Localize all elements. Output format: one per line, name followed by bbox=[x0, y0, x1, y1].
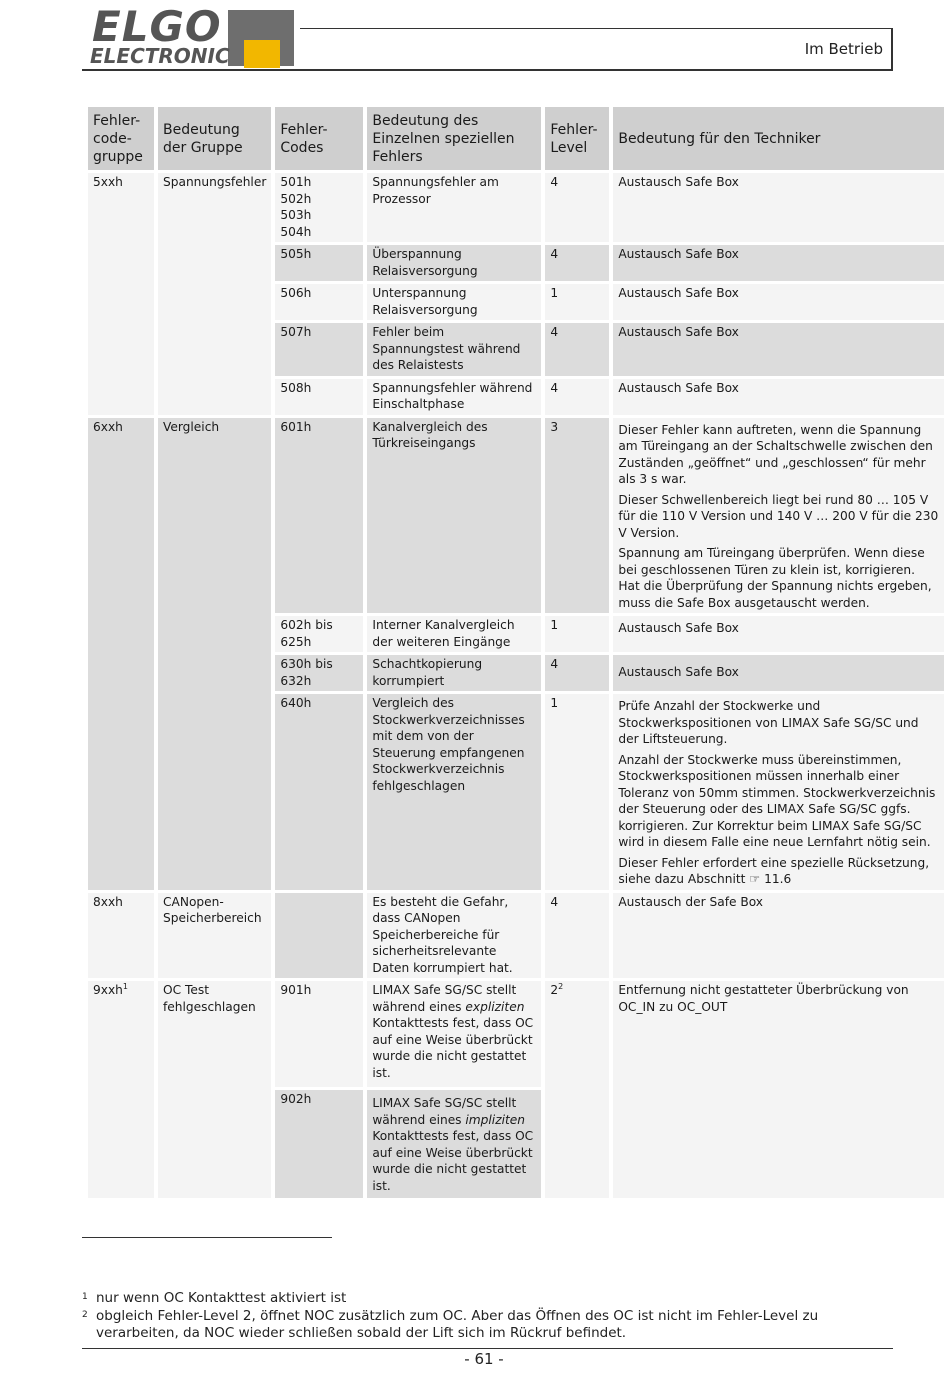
technician-paragraph: Anzahl der Stockwerke muss übereinstimmen, Stockwerkspositionen müssen innerhalb einer Toleranz von 50mm stimmen. Stockwerkverzeichnis der Steuerung oder des LIMAX Safe SG/SC ggfs. korrigieren. Zur Korrektur beim LIMAX Safe SG/SC wird in diesem Falle eine neue Lernfahrt nötig sein. bbox=[618, 752, 936, 849]
error-level: 1 bbox=[545, 616, 609, 652]
header-error-group: Fehler-code-gruppe bbox=[88, 107, 154, 170]
footnote-ref: 1 bbox=[122, 981, 128, 991]
error-description: Unterspannung Relaisversorgung bbox=[367, 284, 541, 320]
error-codes: 506h bbox=[275, 284, 363, 320]
error-code: 602h bis bbox=[280, 618, 333, 632]
error-code: 503h bbox=[280, 208, 312, 222]
page-number: - 61 - bbox=[464, 1350, 504, 1368]
error-codes: 640h bbox=[275, 694, 363, 890]
technician-paragraph: Dieser Schwellenbereich liegt bei rund 80 … 105 V für die 110 V Version und 140 V … 200 V für die 230 V Version. bbox=[618, 492, 939, 540]
error-description: Es besteht die Gefahr, dass CANopen Speicherbereiche für sicherheitsrelevante Daten korrumpiert hat. bbox=[367, 893, 541, 979]
error-level: 4 bbox=[545, 245, 609, 281]
footnote bbox=[82, 1308, 902, 1342]
footnote-ref: 2 bbox=[558, 981, 564, 991]
error-codes: 601h bbox=[275, 418, 363, 614]
footer-rule bbox=[82, 1348, 893, 1349]
error-code: 501h bbox=[280, 175, 312, 189]
error-codes: 901h bbox=[275, 981, 363, 1087]
error-code: 502h bbox=[280, 191, 312, 206]
technician-action: Entfernung nicht gestatteter Überbrückung von OC_IN zu OC_OUT bbox=[613, 981, 944, 1198]
technician-paragraph: Dieser Fehler erfordert eine spezielle Rücksetzung, siehe dazu Abschnitt ☞ 11.6 bbox=[618, 855, 930, 886]
logo-text-elgo: ELGO bbox=[92, 2, 222, 51]
group-meaning: CANopen-Speicherbereich bbox=[158, 893, 271, 979]
technician-action: Austausch Safe Box bbox=[613, 379, 944, 415]
error-level: 4 bbox=[545, 323, 609, 376]
group-code: 8xxh bbox=[88, 893, 154, 979]
error-description: Kanalvergleich des Türkreiseingangs bbox=[367, 418, 541, 614]
error-code: 630h bis bbox=[280, 657, 333, 671]
group-meaning: OC Test fehlgeschlagen bbox=[158, 981, 271, 1198]
table-row bbox=[88, 893, 944, 979]
error-codes bbox=[275, 893, 363, 979]
error-description: Überspannung Relaisversorgung bbox=[367, 245, 541, 281]
table-row bbox=[88, 418, 944, 614]
error-codes bbox=[275, 173, 363, 242]
header-error-codes: Fehler-Codes bbox=[275, 107, 363, 170]
technician-action bbox=[613, 694, 944, 890]
technician-action: Austausch der Safe Box bbox=[613, 893, 944, 979]
footnote-number: 2 bbox=[82, 1310, 88, 1320]
header-error-level: Fehler-Level bbox=[545, 107, 609, 170]
footnote-text: nur wenn OC Kontakttest aktiviert ist bbox=[96, 1290, 347, 1306]
technician-paragraph: Spannung am Türeingang überprüfen. Wenn diese bei geschlossenen Türen zu klein ist, korrigieren. Hat die Überprüfung der Spannung nichts ergeben, muss die Safe Box ausgetauscht werden. bbox=[618, 546, 932, 610]
technician-action: Austausch Safe Box bbox=[613, 323, 944, 376]
footnote-text: obgleich Fehler-Level 2, öffnet NOC zusätzlich zum OC. Aber das Öffnen des OC ist nicht im Fehler-Level zu verarbeiten, da NOC wieder schließen sobald der Lift sich im Rückruf befindet. bbox=[96, 1308, 819, 1341]
table-row bbox=[88, 173, 944, 242]
error-codes: 507h bbox=[275, 323, 363, 376]
group-code-text: 9xxh bbox=[93, 983, 123, 997]
error-level: 3 bbox=[545, 418, 609, 614]
header-rule-vertical bbox=[891, 28, 893, 70]
group-code: 6xxh bbox=[88, 418, 154, 890]
group-code: 5xxh bbox=[88, 173, 154, 415]
emphasis: expliziten bbox=[465, 999, 525, 1014]
logo-text-electronic: ELECTRONIC bbox=[90, 44, 230, 68]
footnote-separator bbox=[82, 1237, 332, 1238]
error-level: 4 bbox=[545, 655, 609, 691]
technician-action bbox=[613, 418, 944, 614]
error-codes bbox=[275, 655, 363, 691]
error-level: 1 bbox=[545, 284, 609, 320]
header-group-meaning: Bedeutung der Gruppe bbox=[158, 107, 271, 170]
emphasis: impliziten bbox=[465, 1112, 525, 1127]
error-description: LIMAX Safe SG/SC stellt während eines impliziten Kontakttests fest, dass OC auf eine Weise überbrückt wurde die nicht gestattet ist. bbox=[367, 1090, 541, 1198]
table-header-row bbox=[88, 107, 944, 170]
error-description: Spannungsfehler während Einschaltphase bbox=[367, 379, 541, 415]
error-codes: 902h bbox=[275, 1090, 363, 1198]
error-description: Fehler beim Spannungstest während des Relaistests bbox=[367, 323, 541, 376]
table-row bbox=[88, 981, 944, 1087]
technician-paragraph: Dieser Fehler kann auftreten, wenn die Spannung am Türeingang an der Schaltschwelle zwischen den Zuständen „geöffnet“ und „geschlossen“ für mehr als 3 s war. bbox=[618, 422, 933, 486]
header-technician-meaning: Bedeutung für den Techniker bbox=[613, 107, 944, 170]
technician-action: Austausch Safe Box bbox=[613, 655, 944, 691]
error-description: Vergleich des Stockwerkverzeichnisses mit dem von der Steuerung empfangenen Stockwerkverzeichnis fehlgeschlagen bbox=[367, 694, 541, 890]
group-meaning: Spannungsfehler bbox=[158, 173, 271, 415]
header-rule-bottom bbox=[82, 69, 893, 71]
technician-action: Austausch Safe Box bbox=[613, 284, 944, 320]
section-title: Im Betrieb bbox=[804, 40, 883, 58]
error-code: 632h bbox=[280, 673, 312, 688]
error-description: Spannungsfehler am Prozessor bbox=[367, 173, 541, 242]
error-code: 625h bbox=[280, 634, 312, 649]
technician-action: Austausch Safe Box bbox=[613, 245, 944, 281]
error-level: $2^2$ bbox=[545, 981, 609, 1198]
error-level: 4 bbox=[545, 893, 609, 979]
error-level: 1 bbox=[545, 694, 609, 890]
technician-action: Austausch Safe Box bbox=[613, 616, 944, 652]
error-description: Schachtkopierung korrumpiert bbox=[367, 655, 541, 691]
footnote-number: 1 bbox=[82, 1292, 88, 1302]
technician-paragraph: Prüfe Anzahl der Stockwerke und Stockwerkspositionen von LIMAX Safe SG/SC und der Liftsteuerung. bbox=[618, 699, 919, 746]
error-level: 4 bbox=[545, 379, 609, 415]
group-code bbox=[88, 981, 154, 1198]
error-codes: 508h bbox=[275, 379, 363, 415]
error-codes bbox=[275, 616, 363, 652]
technician-action: Austausch Safe Box bbox=[613, 173, 944, 242]
footnote bbox=[82, 1290, 902, 1307]
error-level: 4 bbox=[545, 173, 609, 242]
group-meaning: Vergleich bbox=[158, 418, 271, 890]
error-code: 504h bbox=[280, 224, 312, 239]
error-code-table bbox=[84, 104, 948, 1201]
error-description: LIMAX Safe SG/SC stellt während eines expliziten Kontakttests fest, dass OC auf eine Weise überbrückt wurde die nicht gestattet ist. bbox=[367, 981, 541, 1087]
header-rule bbox=[300, 28, 892, 29]
header-error-meaning: Bedeutung des Einzelnen speziellen Fehlers bbox=[367, 107, 541, 170]
elgo-logo bbox=[82, 2, 294, 70]
error-description: Interner Kanalvergleich der weiteren Eingänge bbox=[367, 616, 541, 652]
logo-yellow-square bbox=[244, 40, 280, 68]
error-codes: 505h bbox=[275, 245, 363, 281]
